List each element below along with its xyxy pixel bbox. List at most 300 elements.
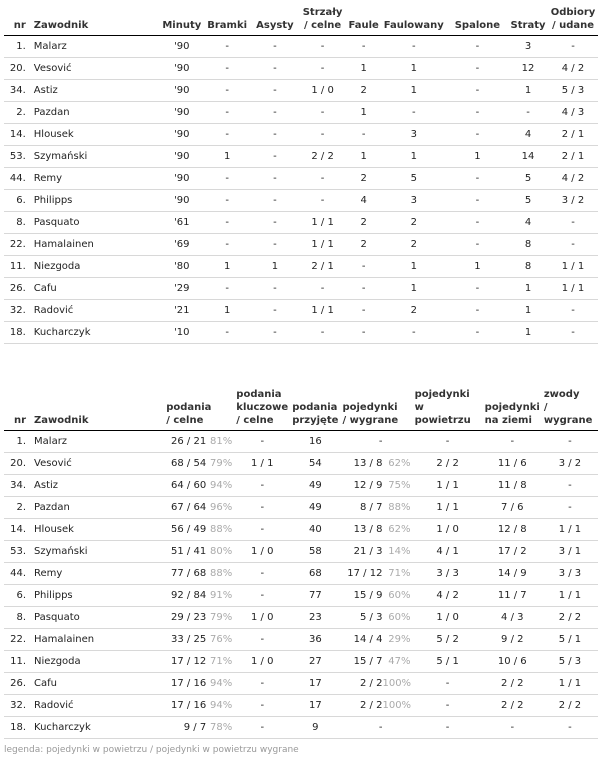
pojedynki-value: 17 / 12: [347, 568, 383, 579]
cell-faule: 1: [346, 58, 380, 80]
header-asysty: Asysty: [251, 4, 299, 36]
cell-straty: 5: [508, 168, 548, 190]
podania-value: 33 / 25: [171, 634, 207, 645]
pojedynki-value: -: [378, 436, 383, 447]
cell-nr: 8.: [4, 607, 32, 629]
cell-podania: [164, 629, 234, 651]
podania-percent: 94%: [209, 480, 233, 491]
table-row: [4, 673, 598, 695]
cell-nr: 32.: [4, 300, 32, 322]
cell-straty: 1: [508, 80, 548, 102]
cell-odbiory: -: [548, 36, 598, 58]
cell-bramki: -: [203, 190, 251, 212]
table-row: [4, 431, 598, 453]
cell-kluczowe: -: [234, 519, 290, 541]
cell-name: Hlousek: [32, 519, 164, 541]
header-nr: nr: [4, 4, 32, 36]
cell-name: Cafu: [32, 673, 164, 695]
header-przyjete-line1: podania: [292, 402, 338, 413]
cell-bramki: -: [203, 322, 251, 344]
cell-name: Niezgoda: [32, 256, 161, 278]
cell-ziemia: 17 / 2: [483, 541, 542, 563]
cell-podania: [164, 717, 234, 739]
cell-podania: [164, 431, 234, 453]
cell-name: Niezgoda: [32, 651, 164, 673]
table-row: [4, 146, 598, 168]
podania-value: 51 / 41: [171, 546, 207, 557]
table-row: [4, 58, 598, 80]
cell-ziemia: -: [483, 431, 542, 453]
cell-straty: 1: [508, 322, 548, 344]
cell-minuty: '61: [160, 212, 203, 234]
cell-straty: 5: [508, 190, 548, 212]
podania-percent: 96%: [209, 502, 233, 513]
podania-percent: 88%: [209, 524, 233, 535]
cell-nr: 8.: [4, 212, 32, 234]
cell-nr: 53.: [4, 146, 32, 168]
header-pojedynki-line2: / wygrane: [342, 415, 399, 426]
cell-nr: 6.: [4, 190, 32, 212]
pojedynki-percent: 14%: [388, 546, 411, 557]
cell-nr: 26.: [4, 278, 32, 300]
cell-podania: [164, 475, 234, 497]
cell-powietrze: 5 / 1: [413, 651, 483, 673]
header-odbiory-line1: Odbiory: [550, 7, 596, 18]
cell-zwody: 1 / 1: [542, 519, 598, 541]
pojedynki-value: 12 / 9: [353, 480, 383, 491]
header-ziemia: [483, 386, 542, 431]
cell-powietrze: 2 / 2: [413, 453, 483, 475]
cell-nr: 34.: [4, 80, 32, 102]
cell-minuty: '90: [160, 80, 203, 102]
cell-powietrze: -: [413, 673, 483, 695]
cell-kluczowe: -: [234, 497, 290, 519]
pojedynki-value: -: [378, 722, 383, 733]
cell-zwody: -: [542, 431, 598, 453]
cell-przyjete: 77: [290, 585, 340, 607]
cell-asysty: -: [251, 300, 299, 322]
header-bramki: Bramki: [203, 4, 251, 36]
cell-spalone: 1: [447, 146, 508, 168]
cell-kluczowe: -: [234, 695, 290, 717]
cell-strzaly: -: [299, 124, 347, 146]
cell-faule: 4: [346, 190, 380, 212]
cell-straty: 8: [508, 256, 548, 278]
header-nr: nr: [4, 386, 32, 431]
cell-kluczowe: -: [234, 717, 290, 739]
cell-zwody: 2 / 2: [542, 607, 598, 629]
podania-percent: 88%: [209, 568, 233, 579]
pojedynki-percent: 47%: [388, 656, 411, 667]
table-row: [4, 124, 598, 146]
cell-minuty: '90: [160, 36, 203, 58]
cell-name: Astiz: [32, 475, 164, 497]
header-powietrze: [413, 386, 483, 431]
cell-ziemia: 11 / 8: [483, 475, 542, 497]
cell-przyjete: 17: [290, 673, 340, 695]
cell-faule: 2: [346, 212, 380, 234]
cell-pojedynki: [340, 673, 412, 695]
cell-nr: 22.: [4, 234, 32, 256]
pojedynki-value: 2 / 2: [360, 678, 383, 689]
pojedynki-percent: 100%: [382, 700, 412, 711]
table-row: [4, 190, 598, 212]
cell-name: Radović: [32, 695, 164, 717]
cell-przyjete: 40: [290, 519, 340, 541]
cell-faulowany: -: [381, 102, 447, 124]
header-kluczowe-line1: podania: [236, 389, 282, 400]
cell-podania: [164, 519, 234, 541]
cell-straty: 8: [508, 234, 548, 256]
header-ziemia-line1: pojedynki: [484, 402, 540, 413]
cell-bramki: -: [203, 212, 251, 234]
table-row: [4, 80, 598, 102]
cell-name: Pazdan: [32, 102, 161, 124]
cell-powietrze: 1 / 1: [413, 497, 483, 519]
cell-podania: [164, 673, 234, 695]
cell-name: Hamalainen: [32, 629, 164, 651]
cell-faulowany: 1: [381, 256, 447, 278]
cell-straty: 4: [508, 212, 548, 234]
table-row: [4, 607, 598, 629]
podania-value: 26 / 21: [171, 436, 207, 447]
cell-strzaly: -: [299, 168, 347, 190]
cell-bramki: 1: [203, 146, 251, 168]
header-przyjete: [290, 386, 340, 431]
cell-podania: [164, 695, 234, 717]
cell-faule: -: [346, 124, 380, 146]
cell-przyjete: 36: [290, 629, 340, 651]
table-row: [4, 453, 598, 475]
cell-strzaly: 2 / 1: [299, 256, 347, 278]
cell-strzaly: -: [299, 322, 347, 344]
cell-nr: 6.: [4, 585, 32, 607]
podania-value: 29 / 23: [171, 612, 207, 623]
cell-odbiory: 1 / 1: [548, 256, 598, 278]
header-powietrze-line1: pojedynki: [414, 389, 470, 400]
cell-faule: 2: [346, 168, 380, 190]
cell-spalone: -: [447, 322, 508, 344]
cell-nr: 14.: [4, 124, 32, 146]
podania-value: 17 / 16: [171, 700, 207, 711]
cell-faulowany: 1: [381, 146, 447, 168]
cell-minuty: '90: [160, 102, 203, 124]
cell-kluczowe: -: [234, 585, 290, 607]
cell-zwody: -: [542, 475, 598, 497]
cell-spalone: -: [447, 36, 508, 58]
cell-minuty: '69: [160, 234, 203, 256]
podania-percent: 79%: [209, 612, 233, 623]
cell-asysty: -: [251, 278, 299, 300]
cell-pojedynki: [340, 651, 412, 673]
cell-spalone: -: [447, 190, 508, 212]
cell-zwody: 1 / 1: [542, 673, 598, 695]
cell-faule: 1: [346, 102, 380, 124]
header-row: [4, 4, 598, 36]
cell-strzaly: 1 / 1: [299, 234, 347, 256]
cell-podania: [164, 497, 234, 519]
table-row: [4, 541, 598, 563]
cell-name: Hamalainen: [32, 234, 161, 256]
cell-faulowany: 2: [381, 212, 447, 234]
pojedynki-percent: 88%: [388, 502, 411, 513]
header-podania: [164, 386, 234, 431]
cell-ziemia: 12 / 8: [483, 519, 542, 541]
cell-asysty: -: [251, 36, 299, 58]
podania-value: 77 / 68: [171, 568, 207, 579]
passing-duels-table: [4, 386, 598, 739]
pojedynki-percent: 71%: [388, 568, 411, 579]
table-row: [4, 497, 598, 519]
cell-nr: 44.: [4, 168, 32, 190]
cell-powietrze: 3 / 3: [413, 563, 483, 585]
cell-minuty: '90: [160, 168, 203, 190]
cell-strzaly: -: [299, 36, 347, 58]
cell-podania: [164, 607, 234, 629]
cell-strzaly: -: [299, 190, 347, 212]
cell-spalone: 1: [447, 256, 508, 278]
cell-podania: [164, 541, 234, 563]
cell-odbiory: 1 / 1: [548, 278, 598, 300]
cell-pojedynki: [340, 585, 412, 607]
cell-name: Radović: [32, 300, 161, 322]
cell-spalone: -: [447, 124, 508, 146]
cell-zwody: 2 / 2: [542, 695, 598, 717]
cell-bramki: -: [203, 102, 251, 124]
pojedynki-percent: 75%: [388, 480, 411, 491]
cell-zwody: 3 / 1: [542, 541, 598, 563]
cell-bramki: -: [203, 80, 251, 102]
cell-kluczowe: 1 / 0: [234, 607, 290, 629]
cell-przyjete: 17: [290, 695, 340, 717]
cell-spalone: -: [447, 234, 508, 256]
cell-spalone: -: [447, 300, 508, 322]
cell-bramki: -: [203, 278, 251, 300]
cell-odbiory: -: [548, 300, 598, 322]
header-odbiory-line2: / udane: [551, 20, 595, 31]
cell-nr: 53.: [4, 541, 32, 563]
cell-odbiory: 2 / 1: [548, 124, 598, 146]
cell-nr: 1.: [4, 36, 32, 58]
cell-odbiory: 4 / 2: [548, 58, 598, 80]
cell-bramki: -: [203, 124, 251, 146]
table-row: [4, 234, 598, 256]
cell-kluczowe: -: [234, 629, 290, 651]
pojedynki-value: 15 / 9: [353, 590, 383, 601]
cell-nr: 20.: [4, 453, 32, 475]
cell-przyjete: 58: [290, 541, 340, 563]
cell-kluczowe: 1 / 0: [234, 541, 290, 563]
header-row: [4, 386, 598, 431]
cell-bramki: 1: [203, 300, 251, 322]
cell-asysty: -: [251, 124, 299, 146]
cell-kluczowe: -: [234, 431, 290, 453]
cell-faule: 1: [346, 146, 380, 168]
cell-faulowany: 1: [381, 58, 447, 80]
cell-odbiory: -: [548, 322, 598, 344]
cell-zwody: 5 / 3: [542, 651, 598, 673]
pojedynki-value: 13 / 8: [353, 458, 383, 469]
podania-percent: 76%: [209, 634, 233, 645]
header-spalone: Spalone: [447, 4, 508, 36]
cell-pojedynki: [340, 563, 412, 585]
cell-name: Malarz: [32, 431, 164, 453]
header-kluczowe-line2: kluczowe: [236, 402, 289, 413]
cell-name: Philipps: [32, 585, 164, 607]
podania-value: 68 / 54: [171, 458, 207, 469]
table-row: [4, 563, 598, 585]
cell-asysty: -: [251, 80, 299, 102]
cell-podania: [164, 453, 234, 475]
cell-ziemia: 7 / 6: [483, 497, 542, 519]
cell-odbiory: -: [548, 212, 598, 234]
cell-strzaly: 1 / 1: [299, 212, 347, 234]
cell-name: Vesović: [32, 58, 161, 80]
podania-value: 17 / 12: [171, 656, 207, 667]
cell-pojedynki: [340, 717, 412, 739]
podania-percent: 71%: [209, 656, 233, 667]
cell-przyjete: 16: [290, 431, 340, 453]
pojedynki-value: 13 / 8: [353, 524, 383, 535]
cell-podania: [164, 585, 234, 607]
cell-faulowany: 3: [381, 190, 447, 212]
cell-spalone: -: [447, 278, 508, 300]
cell-pojedynki: [340, 519, 412, 541]
cell-przyjete: 9: [290, 717, 340, 739]
cell-faulowany: 1: [381, 278, 447, 300]
cell-powietrze: -: [413, 431, 483, 453]
cell-name: Remy: [32, 563, 164, 585]
cell-straty: 12: [508, 58, 548, 80]
header-strzaly: [299, 4, 347, 36]
cell-spalone: -: [447, 80, 508, 102]
passing-duels-body: [4, 431, 598, 739]
header-przyjete-line2: przyjęte: [292, 415, 339, 426]
cell-powietrze: 1 / 0: [413, 607, 483, 629]
cell-straty: 14: [508, 146, 548, 168]
pojedynki-percent: 62%: [388, 524, 411, 535]
cell-ziemia: 11 / 6: [483, 453, 542, 475]
cell-nr: 20.: [4, 58, 32, 80]
cell-strzaly: 2 / 2: [299, 146, 347, 168]
podania-percent: 94%: [209, 678, 233, 689]
cell-spalone: -: [447, 212, 508, 234]
cell-name: Szymański: [32, 541, 164, 563]
cell-faule: -: [346, 322, 380, 344]
cell-powietrze: 5 / 2: [413, 629, 483, 651]
cell-minuty: '90: [160, 190, 203, 212]
player-stats-body: [4, 36, 598, 344]
cell-asysty: -: [251, 190, 299, 212]
header-faulowany: Faulowany: [381, 4, 447, 36]
table-row: [4, 36, 598, 58]
cell-name: Pazdan: [32, 497, 164, 519]
cell-faulowany: -: [381, 36, 447, 58]
cell-asysty: -: [251, 146, 299, 168]
cell-faulowany: 1: [381, 80, 447, 102]
table-row: [4, 519, 598, 541]
cell-nr: 18.: [4, 322, 32, 344]
cell-powietrze: 1 / 0: [413, 519, 483, 541]
cell-powietrze: 4 / 2: [413, 585, 483, 607]
table-row: [4, 651, 598, 673]
cell-nr: 11.: [4, 651, 32, 673]
header-zwody: [542, 386, 598, 431]
header-zwody-line1: zwody: [543, 389, 580, 400]
cell-faulowany: 2: [381, 300, 447, 322]
cell-asysty: -: [251, 168, 299, 190]
cell-faulowany: 3: [381, 124, 447, 146]
cell-nr: 26.: [4, 673, 32, 695]
cell-faule: 2: [346, 234, 380, 256]
cell-nr: 14.: [4, 519, 32, 541]
cell-name: Kucharczyk: [32, 717, 164, 739]
cell-powietrze: 4 / 1: [413, 541, 483, 563]
cell-asysty: -: [251, 212, 299, 234]
cell-pojedynki: [340, 475, 412, 497]
table-row: [4, 322, 598, 344]
table-spacer: [4, 344, 598, 386]
cell-nr: 2.: [4, 102, 32, 124]
table-row: [4, 256, 598, 278]
header-pojedynki-line1: pojedynki: [342, 402, 398, 413]
pojedynki-value: 5 / 3: [360, 612, 383, 623]
podania-value: 17 / 16: [171, 678, 207, 689]
cell-powietrze: -: [413, 695, 483, 717]
cell-bramki: -: [203, 36, 251, 58]
table-row: [4, 585, 598, 607]
cell-nr: 32.: [4, 695, 32, 717]
cell-kluczowe: -: [234, 475, 290, 497]
cell-faulowany: -: [381, 322, 447, 344]
cell-strzaly: -: [299, 58, 347, 80]
cell-nr: 1.: [4, 431, 32, 453]
table-row: [4, 102, 598, 124]
cell-pojedynki: [340, 695, 412, 717]
header-podania-line1: podania: [166, 402, 212, 413]
cell-podania: [164, 563, 234, 585]
cell-minuty: '10: [160, 322, 203, 344]
cell-nr: 44.: [4, 563, 32, 585]
legend-note: legenda: pojedynki w powietrzu / pojedynki w powietrzu wygrane: [4, 745, 299, 755]
podania-value: 56 / 49: [171, 524, 207, 535]
header-zawodnik: Zawodnik: [32, 4, 161, 36]
podania-value: 9 / 7: [183, 722, 207, 733]
cell-minuty: '90: [160, 58, 203, 80]
cell-faulowany: 2: [381, 234, 447, 256]
header-zawodnik: Zawodnik: [32, 386, 164, 431]
player-stats-table: [4, 4, 598, 344]
cell-przyjete: 27: [290, 651, 340, 673]
pojedynki-value: 8 / 7: [360, 502, 383, 513]
pojedynki-value: 14 / 4: [353, 634, 383, 645]
cell-ziemia: 9 / 2: [483, 629, 542, 651]
cell-name: Malarz: [32, 36, 161, 58]
cell-faule: -: [346, 256, 380, 278]
table-row: [4, 278, 598, 300]
cell-faule: -: [346, 278, 380, 300]
header-straty: Straty: [508, 4, 548, 36]
cell-strzaly: -: [299, 278, 347, 300]
header-ziemia-line2: na ziemi: [484, 415, 532, 426]
cell-name: Kucharczyk: [32, 322, 161, 344]
cell-nr: 18.: [4, 717, 32, 739]
cell-spalone: -: [447, 168, 508, 190]
table-row: [4, 475, 598, 497]
pojedynki-percent: 29%: [388, 634, 411, 645]
cell-pojedynki: [340, 607, 412, 629]
cell-spalone: -: [447, 58, 508, 80]
